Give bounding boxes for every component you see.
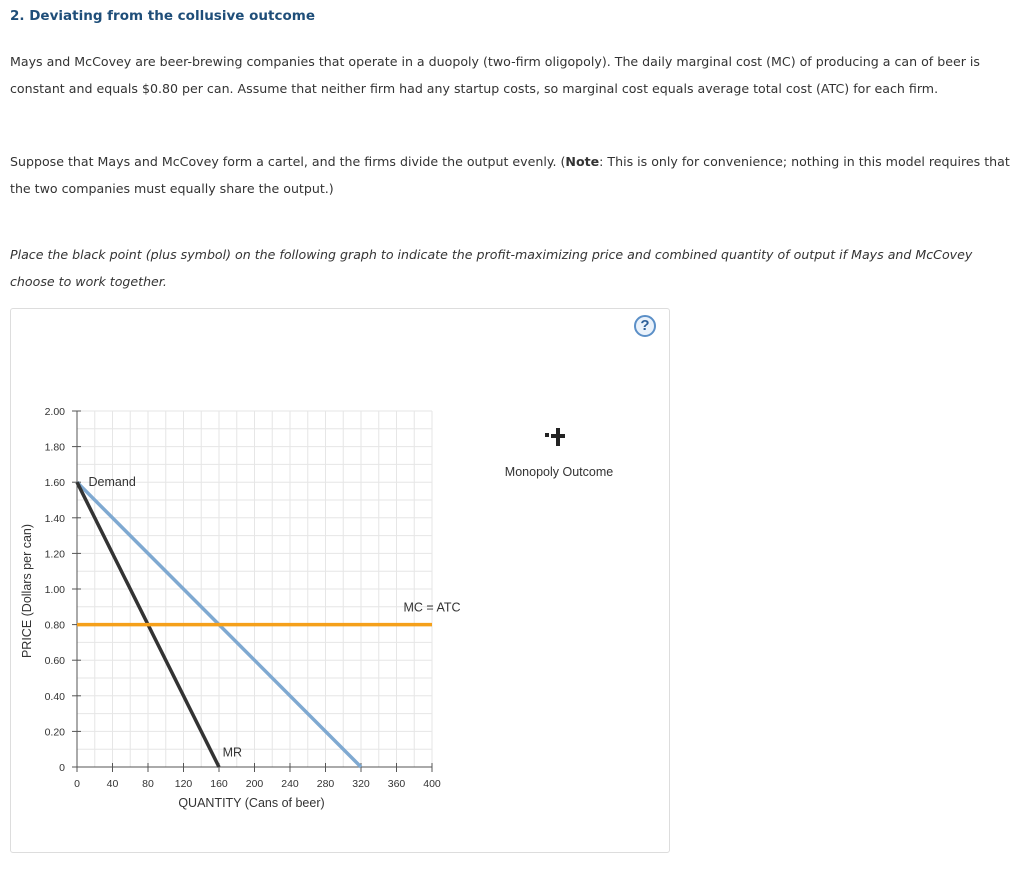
demand-label: Demand: [88, 475, 136, 490]
x-axis-title: QUANTITY (Cans of beer): [178, 796, 325, 810]
question-title: 2. Deviating from the collusive outcome: [10, 8, 315, 24]
x-tick-label: 40: [106, 778, 119, 790]
x-tick-label: 200: [245, 778, 264, 790]
x-tick-label: 120: [174, 778, 193, 790]
y-tick-label: 0: [59, 762, 65, 774]
mr-label: MR: [222, 745, 243, 760]
x-tick-label: 320: [352, 778, 370, 790]
x-tick-label: 280: [316, 778, 335, 790]
mc-atc-label: MC = ATC: [403, 600, 461, 615]
cartel-graph[interactable]: [10, 320, 650, 860]
cartel-paragraph: [10, 148, 1018, 202]
y-tick-label: 1.40: [44, 512, 65, 525]
y-tick-label: 0.80: [44, 619, 65, 632]
cartel-text-end: : This is only for convenience; nothing in this model requires that the two companies must equally share the output.): [10, 154, 1010, 196]
y-tick-label: 1.60: [44, 477, 65, 490]
instruction-text: Place the black point (plus symbol) on the following graph to indicate the profit-maximizing price and combined quantity of output if Mays and McCovey choose to work together.: [10, 247, 973, 289]
x-tick-label: 160: [210, 778, 228, 790]
y-tick-label: 0.20: [44, 726, 65, 739]
intro-paragraph: Mays and McCovey are beer-brewing companies that operate in a duopoly (two-firm oligopoly). The daily marginal cost (MC) of producing a can of beer is constant and equals $0.80 per can. Assume that neither firm had any startup costs, so marginal cost equals average total cost (ATC) for each firm.: [10, 54, 980, 96]
y-tick-label: 2.00: [44, 406, 65, 418]
chart-axes: [72, 411, 432, 772]
x-tick-label: 360: [387, 778, 406, 790]
y-tick-label: 0.60: [44, 655, 65, 668]
monopoly-outcome-label: Monopoly Outcome: [504, 465, 614, 479]
note-label: Note: [565, 154, 600, 169]
y-axis-title: PRICE (Dollars per can): [20, 523, 34, 659]
y-tick-label: 1.80: [44, 441, 65, 454]
y-tick-label: 1.00: [44, 584, 65, 596]
y-tick-label: 0.40: [44, 690, 65, 703]
y-tick-label: 1.20: [44, 548, 65, 561]
cartel-text-start: Suppose that Mays and McCovey form a cartel, and the firms divide the output evenly. (: [10, 154, 566, 169]
x-tick-label: 400: [423, 778, 441, 790]
plus-point-icon[interactable]: [540, 422, 570, 452]
x-tick-label: 0: [74, 778, 80, 790]
help-question-icon[interactable]: ?: [634, 315, 656, 337]
x-tick-label: 240: [281, 778, 299, 790]
x-tick-label: 80: [142, 778, 154, 790]
